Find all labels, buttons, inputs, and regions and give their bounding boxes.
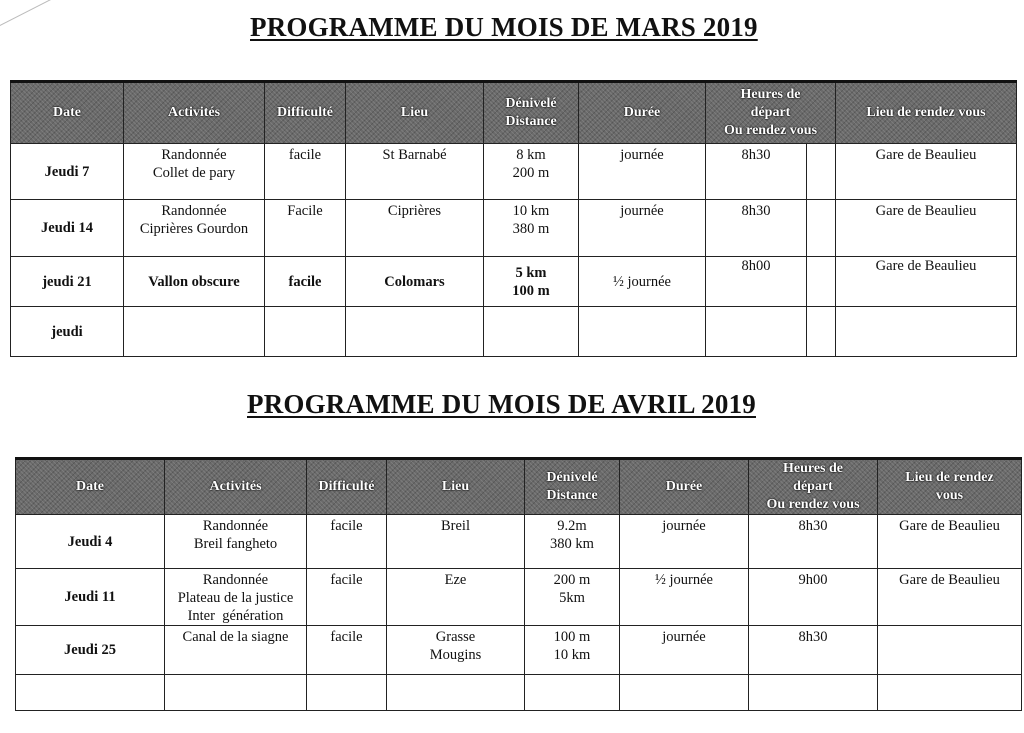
cell-distance-line1: 9.2m [557, 518, 587, 534]
header-denivele-line2: Distance [546, 488, 598, 503]
cell-activite-line1: Randonnée [202, 572, 269, 588]
header-date: Date [11, 82, 124, 144]
cell-empty [165, 675, 307, 711]
cell-heure: 8h00 [706, 257, 807, 307]
cell-distance-line2: 380 km [550, 536, 594, 552]
cell-distance [484, 257, 579, 307]
cell-activite: Canal de la siagne [165, 626, 307, 675]
cell-duree: journée [620, 626, 749, 675]
cell-empty [706, 307, 807, 357]
cell-activite-line1: Randonnée [202, 518, 269, 534]
cell-empty [807, 257, 836, 307]
cell-duree: journée [579, 144, 706, 200]
cell-distance-line2: 10 km [553, 647, 591, 663]
cell-empty [749, 675, 878, 711]
cell-heure: 9h00 [749, 569, 878, 626]
cell-lieu: Breil [387, 515, 525, 569]
table-header-row [16, 459, 1022, 515]
cell-lieu-line2: Mougins [429, 647, 482, 663]
cell-activite-line2: Plateau de la justice [177, 590, 294, 606]
cell-empty [307, 675, 387, 711]
header-lieu: Lieu [387, 459, 525, 515]
header-heures-line2: départ [793, 479, 833, 494]
cell-date: Jeudi 4 [16, 515, 165, 569]
table-row [11, 200, 1017, 257]
scan-artifact-line [0, 0, 115, 31]
cell-distance-line2: 5km [559, 590, 585, 606]
cell-heure: 8h30 [749, 626, 878, 675]
cell-empty [16, 675, 165, 711]
cell-distance [484, 144, 579, 200]
cell-activite: Vallon obscure [124, 257, 265, 307]
cell-empty [346, 307, 484, 357]
cell-difficulte: facile [265, 144, 346, 200]
cell-date: jeudi 21 [11, 257, 124, 307]
cell-rdv: Gare de Beaulieu [836, 257, 1017, 307]
cell-rdv: Gare de Beaulieu [836, 200, 1017, 257]
cell-empty [387, 675, 525, 711]
cell-empty [878, 675, 1022, 711]
cell-distance-line2: 100 m [512, 282, 550, 299]
cell-activite-line1: Randonnée [161, 203, 227, 219]
header-heures [706, 82, 836, 144]
cell-difficulte: Facile [265, 200, 346, 257]
table-row [11, 144, 1017, 200]
cell-lieu: Ciprières [346, 200, 484, 257]
cell-distance [484, 200, 579, 257]
cell-empty [836, 307, 1017, 357]
header-date: Date [16, 459, 165, 515]
cell-distance-line2: 380 m [512, 221, 550, 237]
cell-date: Jeudi 25 [16, 626, 165, 675]
cell-activite [165, 515, 307, 569]
header-denivele [484, 82, 579, 144]
cell-heure: 8h30 [706, 200, 807, 257]
cell-rdv: Gare de Beaulieu [878, 515, 1022, 569]
cell-empty [878, 626, 1022, 675]
cell-activite-line3: Inter génération [187, 608, 284, 624]
cell-empty [807, 307, 836, 357]
cell-distance-line1: 8 km [516, 147, 546, 163]
cell-distance-line1: 10 km [512, 203, 550, 219]
cell-activite-line2: Collet de pary [152, 165, 236, 181]
table-header-row [11, 82, 1017, 144]
table-row [11, 307, 1017, 357]
table-mars [10, 80, 1017, 357]
cell-lieu: Eze [387, 569, 525, 626]
header-duree: Durée [579, 82, 706, 144]
header-activites: Activités [165, 459, 307, 515]
cell-empty [579, 307, 706, 357]
header-heures-line2: départ [750, 105, 791, 120]
header-heures-line1: Heures de [740, 87, 801, 102]
cell-distance [525, 626, 620, 675]
cell-difficulte: facile [307, 515, 387, 569]
cell-duree: journée [579, 200, 706, 257]
table-row [16, 515, 1022, 569]
cell-activite [165, 569, 307, 626]
table-row [16, 675, 1022, 711]
cell-empty [124, 307, 265, 357]
cell-empty [265, 307, 346, 357]
cell-activite [124, 144, 265, 200]
cell-lieu-line1: Grasse [435, 629, 476, 645]
header-rdv: Lieu de rendez vous [836, 82, 1017, 144]
cell-empty [525, 675, 620, 711]
cell-lieu [387, 626, 525, 675]
cell-duree: ½ journée [620, 569, 749, 626]
cell-difficulte: facile [307, 626, 387, 675]
cell-distance [525, 515, 620, 569]
cell-lieu: Colomars [346, 257, 484, 307]
header-heures [749, 459, 878, 515]
cell-heure: 8h30 [749, 515, 878, 569]
header-rdv-line2: vous [935, 488, 964, 503]
cell-distance-line1: 200 m [553, 572, 591, 588]
header-rdv-line1: Lieu de rendez [905, 470, 994, 485]
cell-empty [620, 675, 749, 711]
table-row [16, 626, 1022, 675]
header-heures-line3: Ou rendez vous [723, 123, 818, 138]
header-denivele-line2: Distance [505, 114, 557, 129]
cell-lieu: St Barnabé [346, 144, 484, 200]
cell-activite-line1: Randonnée [161, 147, 227, 163]
table-row [16, 569, 1022, 626]
header-heures-line3: Ou rendez vous [766, 497, 860, 512]
cell-date: Jeudi 7 [11, 144, 124, 200]
header-difficulte: Difficulté [307, 459, 387, 515]
cell-empty [807, 144, 836, 200]
cell-duree: ½ journée [579, 257, 706, 307]
header-difficulte: Difficulté [265, 82, 346, 144]
cell-difficulte: facile [265, 257, 346, 307]
header-denivele [525, 459, 620, 515]
table-avril [15, 457, 1022, 711]
cell-activite-line2: Breil fangheto [193, 536, 278, 552]
header-rdv [878, 459, 1022, 515]
cell-distance [525, 569, 620, 626]
cell-rdv: Gare de Beaulieu [878, 569, 1022, 626]
cell-duree: journée [620, 515, 749, 569]
cell-date: jeudi [11, 307, 124, 357]
table-row [11, 257, 1017, 307]
title-avril: PROGRAMME DU MOIS DE AVRIL 2019 [247, 389, 756, 419]
header-denivele-line1: Dénivelé [546, 470, 598, 485]
header-lieu: Lieu [346, 82, 484, 144]
title-mars: PROGRAMME DU MOIS DE MARS 2019 [250, 12, 758, 42]
cell-activite [124, 200, 265, 257]
cell-date: Jeudi 14 [11, 200, 124, 257]
cell-heure: 8h30 [706, 144, 807, 200]
cell-distance-line1: 5 km [515, 264, 547, 281]
header-activites: Activités [124, 82, 265, 144]
cell-activite-line2: Ciprières Gourdon [139, 221, 249, 237]
cell-empty [484, 307, 579, 357]
cell-rdv: Gare de Beaulieu [836, 144, 1017, 200]
cell-distance-line1: 100 m [553, 629, 591, 645]
cell-distance-line2: 200 m [512, 165, 550, 181]
header-duree: Durée [620, 459, 749, 515]
header-denivele-line1: Dénivelé [505, 96, 557, 111]
cell-difficulte: facile [307, 569, 387, 626]
cell-empty [807, 200, 836, 257]
cell-date: Jeudi 11 [16, 569, 165, 626]
header-heures-line1: Heures de [782, 461, 843, 476]
